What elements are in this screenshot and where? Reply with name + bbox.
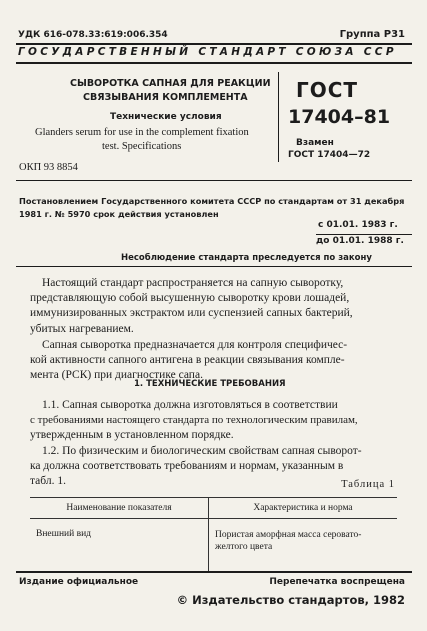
title-divider (278, 72, 279, 162)
paragraph-line: иммунизированных экстрактом или суспензией сапных бактерий, (30, 307, 353, 320)
legal-notice: Несоблюдение стандарта преследуется по закону (121, 253, 372, 263)
state-standard-banner: ГОСУДАРСТВЕННЫЙ СТАНДАРТ СОЮЗА ССР (18, 46, 397, 58)
paragraph-line: с требованиями настоящего стандарта по технологическим правилам, (30, 414, 358, 427)
publisher-copyright: © Издательство стандартов, 1982 (176, 593, 405, 607)
paragraph-line: утвержденным в установленном порядке. (30, 429, 234, 442)
table-cell: Внешний вид (30, 519, 209, 572)
title-line-2: СВЯЗЫВАНИЯ КОМПЛЕМЕНТА (83, 92, 248, 103)
title-line-1: СЫВОРОТКА САПНАЯ ДЛЯ РЕАКЦИИ (70, 78, 271, 89)
paragraph-line: представляющую собой высушенную сыворотку крови лошадей, (30, 292, 350, 305)
validity-to: до 01.01. 1988 г. (316, 236, 404, 246)
decree-line-2: 1981 г. № 5970 срок действия установлен (19, 209, 219, 219)
validity-from: с 01.01. 1983 г. (318, 220, 398, 230)
requirements-table (30, 497, 397, 571)
clause-1-1 (30, 398, 397, 444)
paragraph-line: 1.1. Сапная сыворотка должна изготовляться в соответствии (42, 399, 338, 411)
replaces-value: ГОСТ 17404—72 (288, 150, 371, 160)
paragraph-line: табл. 1. (30, 475, 66, 488)
reprint-prohibited: Перепечатка воспрещена (269, 577, 405, 587)
table-caption: Таблица 1 (341, 479, 395, 490)
paragraph-line: ка должна соответствовать требованиям и нормам, указанным в (30, 460, 344, 473)
notice-rule (16, 266, 412, 267)
gost-number: 17404–81 (288, 106, 391, 128)
header-rule-bottom (16, 62, 412, 64)
gost-label: ГОСТ (296, 78, 359, 102)
paragraph-line: мента (РСК) при диагностике сапа. (30, 369, 203, 382)
table-cell: Пористая аморфная масса серовато-желтого цвета (215, 530, 362, 552)
header-rule-top (16, 43, 412, 45)
intro-paragraph-2 (30, 338, 397, 384)
okp-code: ОКП 93 8854 (19, 162, 78, 173)
group-code: Группа Р31 (339, 29, 405, 40)
replaces-label: Взамен (296, 138, 334, 148)
udk-code: УДК 616-078.33:619:006.354 (18, 30, 168, 40)
validity-rule (316, 234, 412, 235)
paragraph-line: убитых нагреванием. (30, 322, 134, 335)
section-heading: 1. ТЕХНИЧЕСКИЕ ТРЕБОВАНИЯ (134, 379, 286, 389)
table-row (30, 519, 397, 572)
paragraph-line: кой активности сапного антигена в реакции связывания компле- (30, 354, 345, 367)
official-edition: Издание официальное (19, 577, 139, 587)
paragraph-line: Сапная сыворотка предназначается для контроля специфичес- (42, 339, 348, 351)
english-title-line-2: test. Specifications (102, 141, 182, 152)
decree-line-1: Постановлением Государственного комитета СССР по стандартам от 31 декабря (19, 196, 405, 206)
title-subtitle: Технические условия (110, 112, 222, 122)
intro-paragraph-1 (30, 276, 397, 337)
paragraph-line: Настоящий стандарт распространяется на сапную сыворотку, (42, 277, 344, 289)
table-header-cell: Наименование показателя (30, 498, 209, 519)
paragraph-line: 1.2. По физическим и биологическим свойствам сапная сыворот- (42, 445, 362, 457)
footer-rule (16, 571, 412, 573)
table-header-row (30, 498, 397, 519)
table-header-cell: Характеристика и норма (209, 498, 398, 519)
english-title-line-1: Glanders serum for use in the complement fixation (35, 127, 249, 138)
okp-rule (16, 180, 412, 181)
